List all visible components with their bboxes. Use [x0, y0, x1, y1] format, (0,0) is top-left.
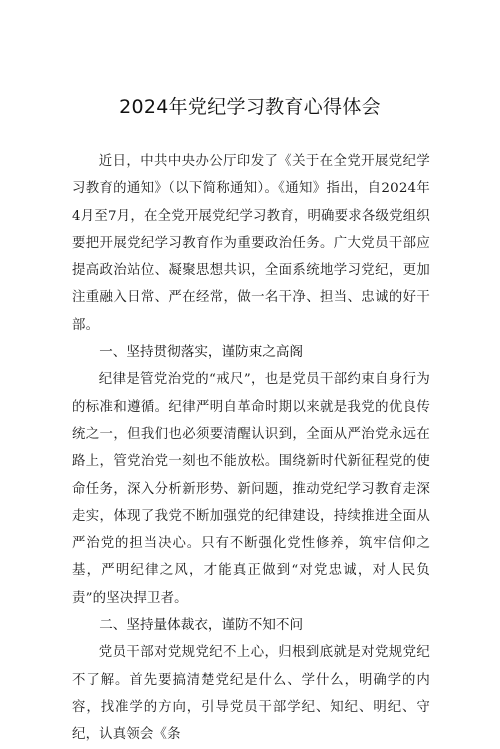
section-paragraph: 纪律是管党治党的“戒尺”，也是党员干部约束自身行为的标准和遵循。纪律严明自革命时期以来就是我党的优良传统之一，但我们也必须要清醒认识到，全面从严治党永远在路上，管党治党一刻也不能放松。围绕新时代新征程党的使命任务，深入分析新形势、新问题，推动党纪学习教育走深走实，体现了我党不断加强党的纪律建设，持续推进全面从严治党的担当决心。只有不断强化党性修养，筑牢信仰之基，严明纪律之风，才能真正做到“对党忠诚，对人民负责”的坚决捍卫者。	[72, 372, 430, 606]
document-body	[72, 148, 430, 749]
intro-paragraph: 近日，中共中央办公厅印发了《关于在全党开展党纪学习教育的通知》（以下简称通知）。《通知》指出，自2024年4月至7月，在全党开展党纪学习教育，明确要求各级党组织要把开展党纪学习教育作为重要政治任务。广大党员干部应提高政治站位、凝聚思想共识，全面系统地学习党纪，更加注重融入日常、严在经常，做一名干净、担当、忠诚的好干部。	[72, 154, 430, 333]
document-title: 2024年党纪学习教育心得体会	[119, 96, 381, 118]
section-heading: 二、坚持量体裁衣，谨防不知不问	[99, 617, 304, 634]
section-paragraph: 党员干部对党规党纪不上心，归根到底就是对党规党纪不了解。首先要搞清楚党纪是什么、学什么，明确学的内容，找准学的方向，引导党员干部学纪、知纪、明纪、守纪，认真领会《条	[72, 645, 430, 743]
section-heading: 一、坚持贯彻落实，谨防束之高阁	[99, 344, 304, 361]
